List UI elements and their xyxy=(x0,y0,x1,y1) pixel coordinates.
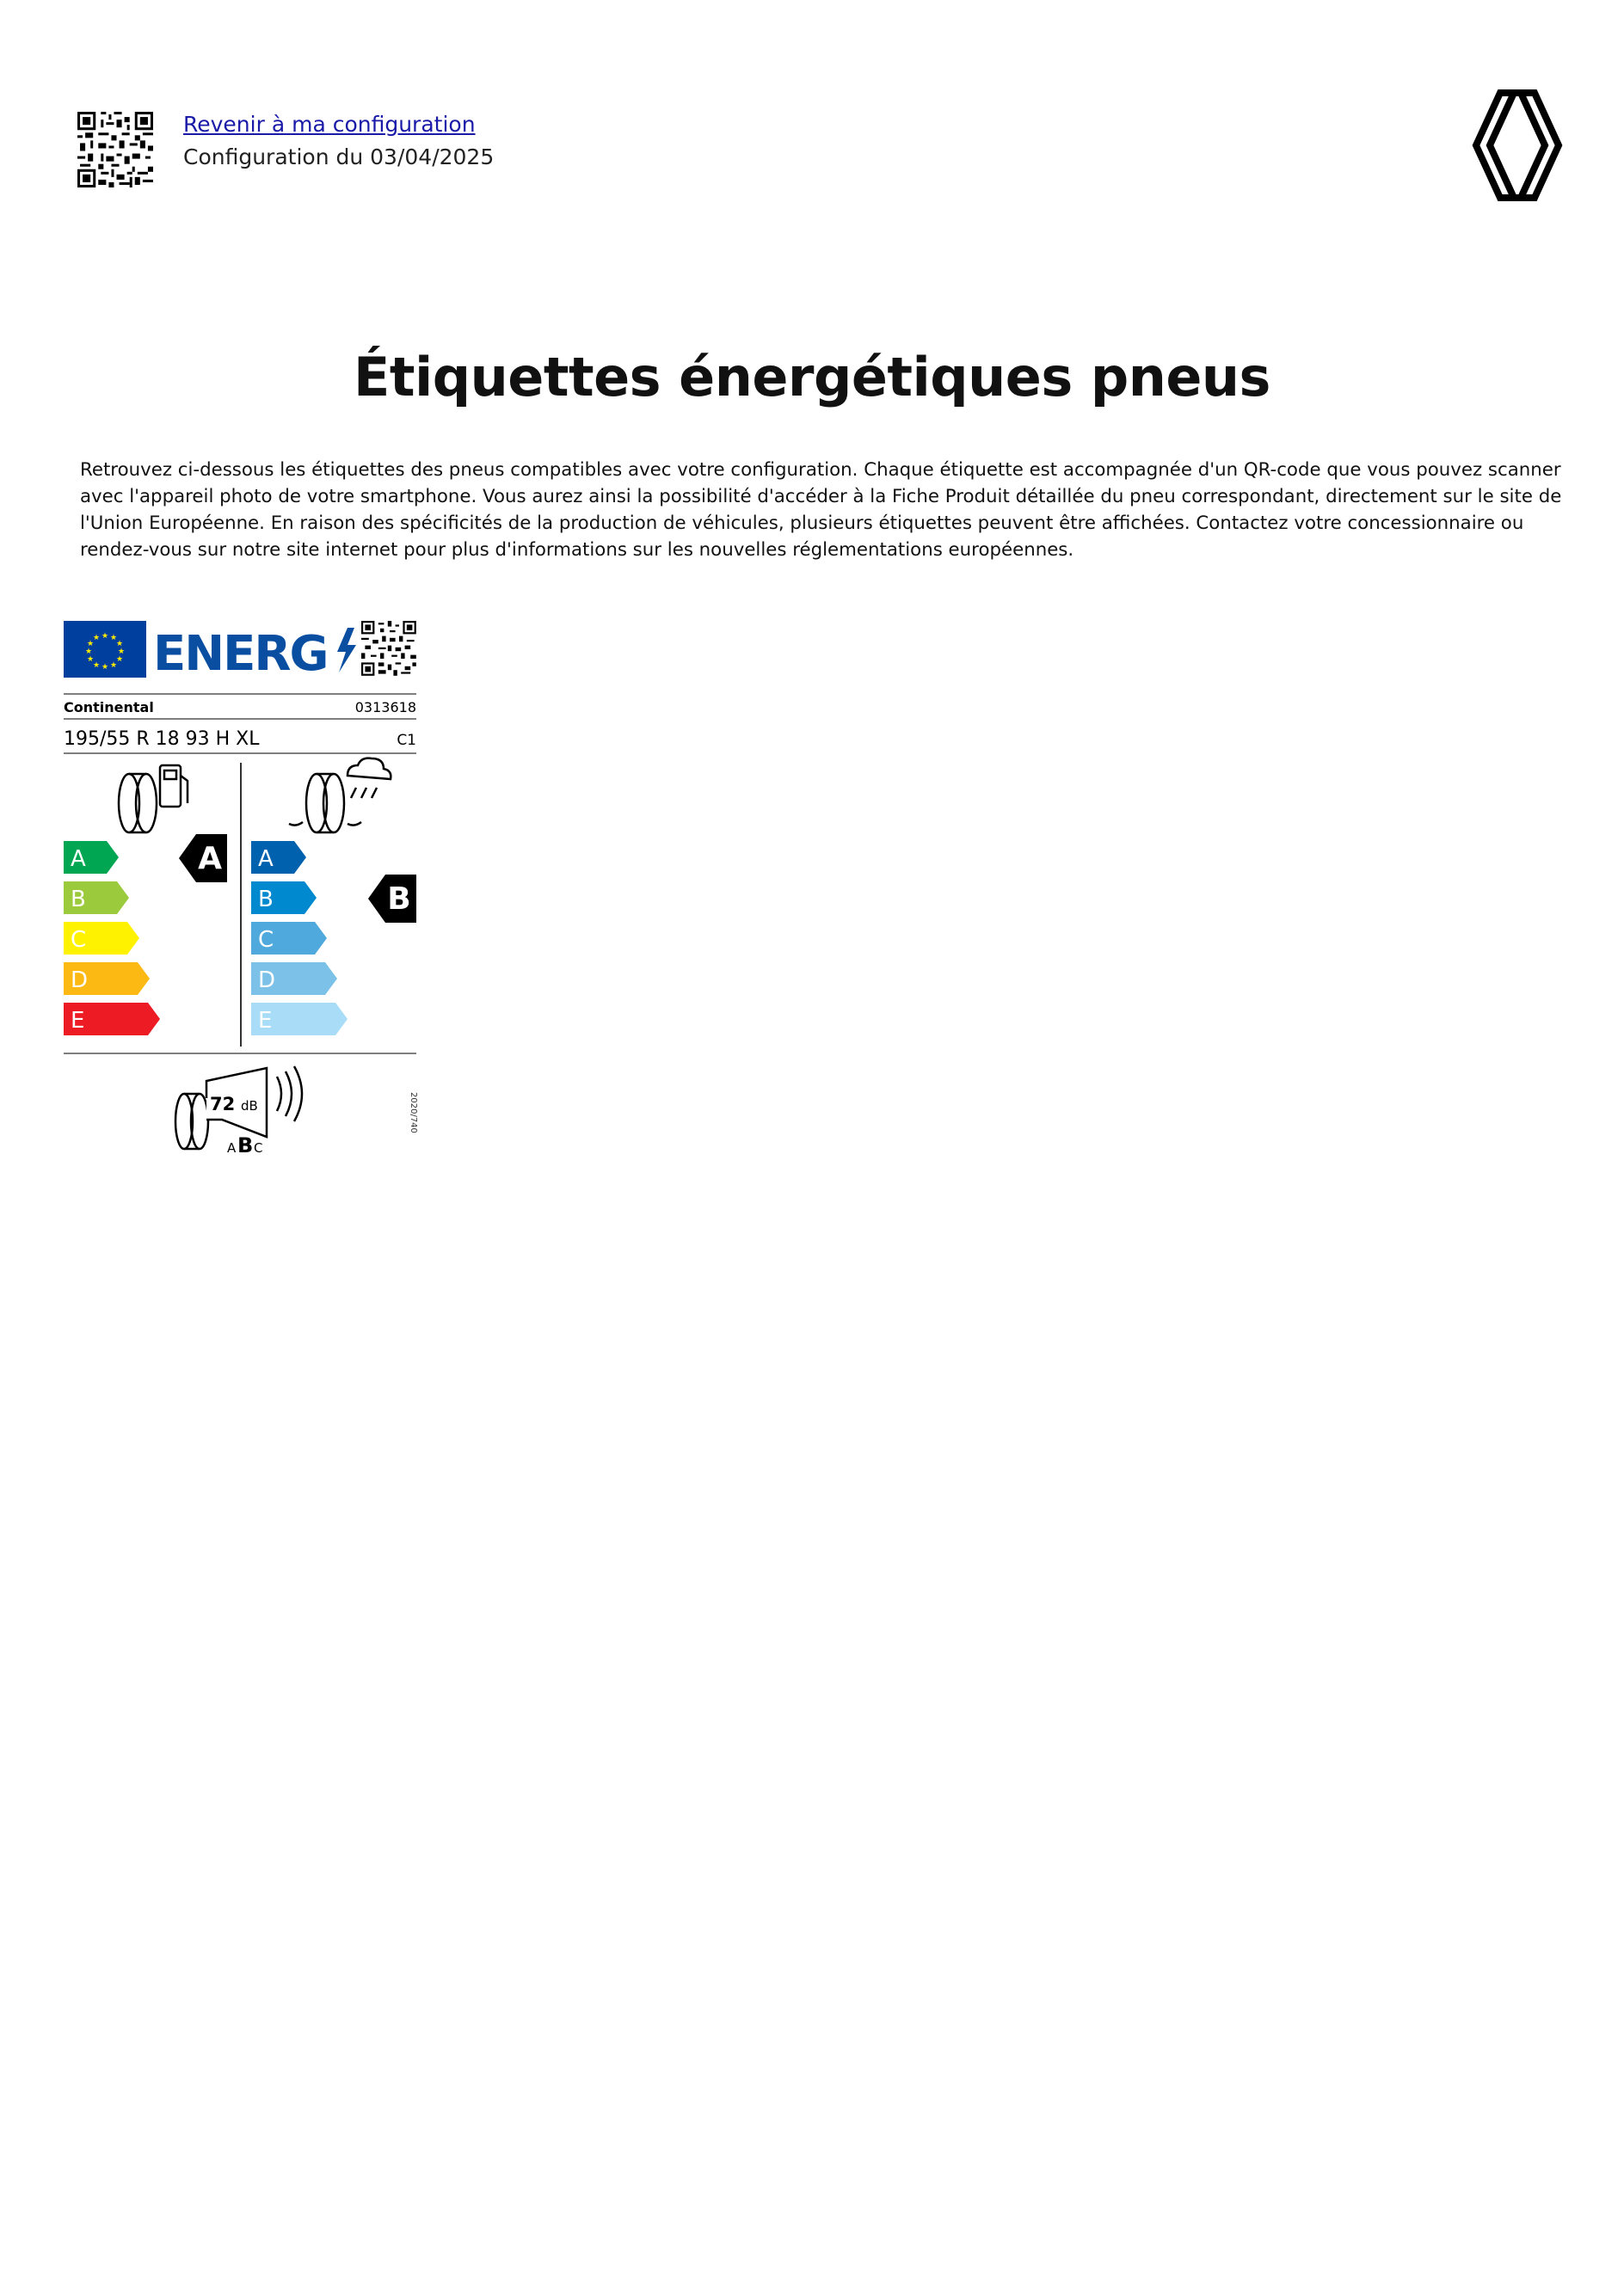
fuel-class-letter-a: A xyxy=(71,846,86,872)
fuel-rating-letter: A xyxy=(198,841,222,876)
svg-text:★: ★ xyxy=(86,640,95,648)
wet-class-letter-e: E xyxy=(258,1008,273,1034)
tire-energy-label xyxy=(64,621,418,1157)
noise-class-c: C xyxy=(254,1140,263,1156)
regulation-number: 2020/740 xyxy=(409,1092,418,1133)
svg-text:★: ★ xyxy=(117,648,126,656)
noise-class-scale xyxy=(227,1133,262,1157)
noise-class-b: B xyxy=(237,1133,254,1157)
fuel-efficiency-icon xyxy=(119,765,188,832)
wet-rating-letter: B xyxy=(387,881,411,917)
intro-paragraph: Retrouvez ci-dessous les étiquettes des pneus compatibles avec votre configuration. Chaque étiquette est accompagnée d'un QR-code que vous pouvez scanner avec l'appareil photo de votre smartphone. Vous aurez ainsi la possibilité d'accéder à la Fiche Produit détaillée du pneu correspondant, directement sur le site de l'Union Européenne. En raison des spécificités de la production de véhicules, plusieurs étiquettes peuvent être affichées. Contactez votre concessionnaire ou rendez-vous sur notre site internet pour plus d'informations sur les nouvelles réglementations européennes. xyxy=(80,459,1562,561)
wet-class-letter-a: A xyxy=(258,846,274,872)
svg-text:★: ★ xyxy=(101,663,109,672)
svg-text:★: ★ xyxy=(109,634,118,642)
svg-text:★: ★ xyxy=(92,634,101,642)
svg-text:★: ★ xyxy=(92,661,101,670)
qr-code-icon[interactable] xyxy=(77,112,153,187)
page-title: Étiquettes énergétiques pneus xyxy=(354,346,1270,408)
wet-class-letter-d: D xyxy=(258,967,276,993)
wet-grip-icon xyxy=(289,758,391,832)
svg-text:★: ★ xyxy=(109,661,118,670)
tire-size: 195/55 R 18 93 H XL xyxy=(64,728,260,750)
noise-value: 72 xyxy=(210,1094,236,1114)
wet-grip-scale xyxy=(251,841,416,1035)
eu-flag-icon xyxy=(64,621,146,678)
fuel-class-letter-d: D xyxy=(71,967,89,993)
fuel-class-letter-b: B xyxy=(71,887,86,912)
svg-text:★: ★ xyxy=(115,640,124,648)
svg-text:★: ★ xyxy=(86,655,95,664)
renault-diamond-icon xyxy=(1473,89,1562,201)
tire-product-id: 0313618 xyxy=(354,699,416,715)
energy-word: ENERG xyxy=(153,626,328,682)
fuel-class-letter-e: E xyxy=(71,1008,85,1034)
fuel-efficiency-scale xyxy=(64,834,227,1035)
tire-brand: Continental xyxy=(64,699,154,715)
wet-class-letter-b: B xyxy=(258,887,274,912)
svg-text:★: ★ xyxy=(115,655,124,664)
tire-class: C1 xyxy=(397,732,416,749)
svg-text:★: ★ xyxy=(101,632,109,641)
noise-unit: dB xyxy=(241,1098,258,1114)
svg-text:★: ★ xyxy=(84,648,93,656)
noise-class-a: A xyxy=(227,1140,237,1156)
fuel-class-letter-c: C xyxy=(71,927,87,953)
configuration-date: Configuration du 03/04/2025 xyxy=(183,144,495,169)
lightning-icon xyxy=(337,628,356,672)
qr-code-icon[interactable] xyxy=(361,621,416,676)
wet-class-letter-c: C xyxy=(258,927,274,953)
back-to-configuration-link[interactable]: Revenir à ma configuration xyxy=(183,112,476,137)
